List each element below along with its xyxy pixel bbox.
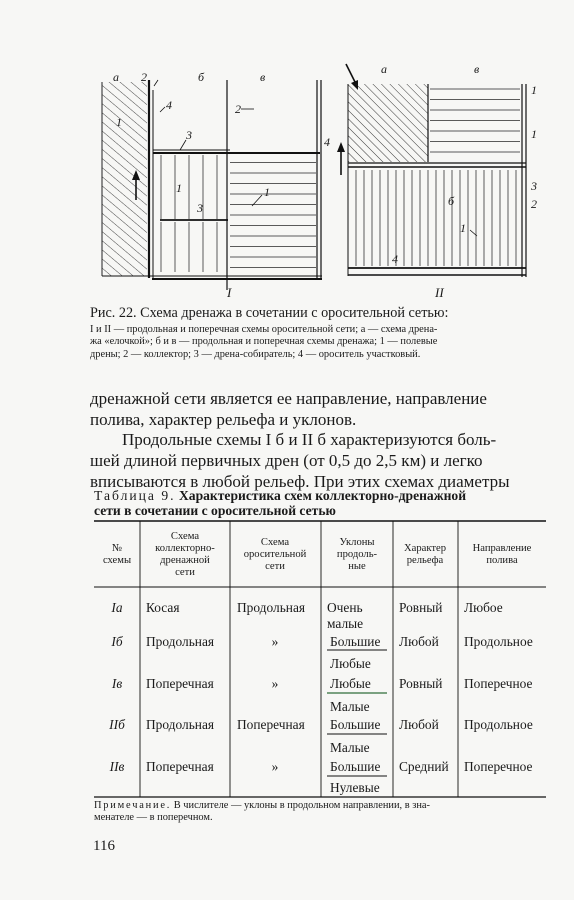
caption-line: I и II — продольная и поперечная схемы оросительной сети; а — схема дрена-: [90, 324, 438, 335]
paragraph-line: шей длиной первичных дрен (от 0,5 до 2,5 км) и легко: [90, 451, 483, 470]
header-dir-1: Направление: [472, 543, 532, 554]
figure-caption-title: Рис. 22. Схема дренажа в сочетании с оросительной сетью:: [90, 305, 449, 321]
paragraph-line: Продольные схемы I б и II б характеризуются боль-: [122, 430, 497, 449]
row-direction: Продольное: [464, 634, 533, 649]
label-1c-II: 1: [531, 127, 537, 141]
row-direction: Продольное: [464, 717, 533, 732]
row-irrig: Продольная: [237, 600, 306, 615]
row-drain: Поперечная: [146, 676, 214, 691]
label-2b-I: 2: [235, 102, 241, 116]
label-4a-I: 4: [166, 98, 172, 112]
row-num: Iв: [111, 676, 123, 691]
row-relief: Средний: [399, 759, 449, 774]
row-drain: Продольная: [146, 634, 215, 649]
label-3a-I: 3: [186, 128, 192, 142]
paragraph-line: полива, характер рельефа и уклонов.: [90, 410, 357, 429]
header-dir-2: полива: [486, 555, 518, 566]
row-direction: Поперечное: [464, 759, 533, 774]
caption-line: дрены; 2 — коллектор; 3 — дрена-собиратель; 4 — ороситель участковый.: [90, 348, 421, 360]
label-1c-I: 1: [264, 185, 270, 199]
header-num-1: №: [111, 543, 123, 554]
caption-line: жа «елочкой»; б и в — продольная и поперечная схемы дренажа; 1 — полевые: [90, 336, 438, 348]
label-3b-I: 3: [197, 201, 203, 215]
table-title-text: Характеристика схем коллекторно-дренажной: [178, 488, 467, 503]
table-note: [94, 800, 548, 825]
header-drain-3: дренажной: [160, 555, 210, 566]
row-slope: Малые: [330, 699, 370, 714]
row-drain: Поперечная: [146, 759, 214, 774]
row-num: IIв: [109, 759, 125, 774]
row-slope: малые: [327, 616, 364, 631]
label-4-II: 4: [392, 252, 398, 266]
row-slope: Любые: [330, 676, 371, 691]
label-b-II: б: [448, 194, 455, 208]
row-slope: Большие: [330, 634, 381, 649]
header-drain-1: Схема: [170, 531, 200, 542]
row-slope: Большие: [330, 717, 381, 732]
note-text: В числителе — уклоны в продольном направлении, в зна-: [171, 800, 430, 811]
row-num: Iа: [111, 600, 123, 615]
row-num: IIб: [109, 717, 125, 732]
table-title-line2: сети в сочетании с оросительной сетью: [94, 503, 336, 518]
label-v-I: в: [260, 70, 266, 84]
row-drain: Косая: [146, 600, 180, 615]
header-slope-3: ные: [348, 561, 366, 572]
row-relief: Любой: [399, 717, 439, 732]
header-relief-1: Характер: [404, 543, 446, 554]
scheme-II-label: II: [435, 285, 444, 300]
row-relief: Ровный: [399, 676, 443, 691]
label-2-II: 2: [531, 197, 537, 211]
row-relief: Любой: [399, 634, 439, 649]
row-irrig: »: [271, 676, 279, 691]
row-relief: Ровный: [399, 600, 443, 615]
table-label: Таблица 9.: [94, 488, 176, 503]
label-1a-I: 1: [116, 115, 122, 129]
label-3-II: 3: [531, 179, 537, 193]
row-irrig: »: [271, 759, 279, 774]
row-slope: Очень: [327, 600, 363, 615]
page-number: 116: [93, 838, 115, 854]
label-2-I: 2: [141, 70, 147, 84]
row-irrig: Поперечная: [237, 717, 305, 732]
label-v-II: в: [474, 62, 480, 76]
label-4b-I: 4: [324, 135, 330, 149]
row-num: Iб: [111, 634, 123, 649]
header-irrig-3: сети: [265, 561, 285, 572]
row-direction: Поперечное: [464, 676, 533, 691]
label-a-II: а: [381, 62, 387, 76]
row-drain: Продольная: [146, 717, 215, 732]
header-slope-2: продоль-: [336, 549, 378, 560]
header-irrig-2: оросительной: [243, 549, 307, 560]
header-relief-2: рельефа: [406, 555, 444, 566]
label-a-I: а: [113, 70, 119, 84]
label-1a-II: 1: [531, 83, 537, 97]
header-drain-2: коллекторно-: [155, 543, 215, 554]
scheme-I-label: I: [227, 285, 232, 300]
note-line-1: [94, 800, 548, 812]
row-slope: Большие: [330, 759, 381, 774]
note-line-2: менателе — в поперечном.: [94, 812, 213, 824]
header-drain-4: сети: [175, 567, 195, 578]
label-1b-I: 1: [176, 181, 182, 195]
label-1b-II: 1: [460, 221, 466, 235]
header-slope-1: Уклоны: [339, 537, 375, 548]
label-b-I: б: [198, 70, 205, 84]
row-slope: Малые: [330, 740, 370, 755]
row-slope: Любые: [330, 656, 371, 671]
paragraph-line: вписываются в любой рельеф. При этих схемах диаметры: [90, 472, 510, 491]
note-label: Примечание.: [94, 800, 172, 811]
row-direction: Любое: [464, 600, 503, 615]
paragraph-line: дренажной сети является ее направление, направление: [90, 389, 487, 408]
row-irrig: »: [271, 634, 279, 649]
row-slope: Нулевые: [330, 780, 380, 795]
header-num-2: схемы: [102, 555, 132, 566]
header-irrig-1: Схема: [260, 537, 290, 548]
